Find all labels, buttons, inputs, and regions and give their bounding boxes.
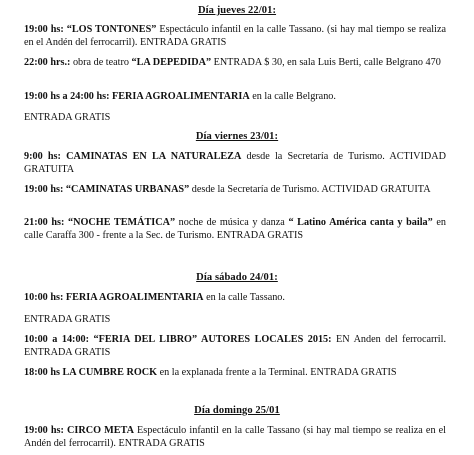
- event-time: 19:00 hs:: [24, 184, 64, 195]
- event-time: 19:00 hs:: [24, 425, 64, 436]
- event-time: 19:00 hs:: [24, 24, 64, 35]
- event-description: en la calle Belgrano.: [249, 91, 336, 102]
- event-entry: [24, 23, 446, 49]
- event-entry: [24, 291, 446, 304]
- event-entry: [24, 183, 446, 196]
- event-description-2: en calle Caraffa 300 - frente a la Sec. de Turismo. ENTRADA GRATIS: [24, 217, 446, 241]
- event-title: “NOCHE TEMÁTICA”: [64, 217, 176, 228]
- event-title: CAMINATAS EN LA NATURALEZA: [60, 151, 242, 162]
- event-title: “LOS TONTONES”: [66, 24, 157, 35]
- event-title: CIRCO META: [63, 425, 134, 436]
- day-header-jueves: Día jueves 22/01:: [197, 5, 277, 16]
- event-time: 10:00 hs:: [24, 292, 64, 303]
- event-entry: [24, 424, 446, 450]
- event-title: “CAMINATAS URBANAS”: [63, 184, 190, 195]
- event-description: desde la Secretaría de Turismo. ACTIVIDAD GRATUITA: [24, 151, 446, 175]
- event-time: 19:00 hs a 24:00 hs:: [24, 91, 110, 102]
- event-time: 10:00 a 14:00:: [24, 334, 90, 345]
- event-time: 21:00 hs:: [24, 217, 65, 228]
- event-note: ENTRADA GRATIS: [24, 112, 111, 123]
- event-time: 22:00 hrs.:: [24, 57, 71, 68]
- event-entry: [24, 333, 446, 359]
- day-header-viernes: Día viernes 23/01:: [195, 131, 279, 142]
- event-title: FERIA AGROALIMENTARIA: [63, 292, 204, 303]
- event-title: FERIA AGROALIMENTARIA: [109, 91, 250, 102]
- event-description: ENTRADA $ 30, en sala Luis Berti, calle Belgrano 470: [213, 57, 441, 68]
- event-title: “FERIA DEL LIBRO” AUTORES LOCALES 2015:: [89, 334, 332, 345]
- event-description: EN Anden del ferrocarril. ENTRADA GRATIS: [24, 334, 446, 358]
- event-description: en la calle Tassano.: [203, 292, 285, 303]
- event-description: Espectáculo infantil en la calle Tassano (si hay mal tiempo se realiza en el Andén del ferrocarril). ENTRADA GRATIS: [24, 425, 447, 449]
- event-subtitle: “ Latino América canta y baila”: [288, 217, 433, 228]
- day-header-domingo: Día domingo 25/01: [194, 405, 280, 416]
- event-prefix: obra de teatro: [70, 57, 132, 68]
- event-description: en la explanada frente a la Terminal. ENTRADA GRATIS: [157, 367, 397, 378]
- event-entry: [24, 56, 446, 69]
- event-entry: [24, 90, 446, 103]
- event-description: desde la Secretaría de Turismo. ACTIVIDAD GRATUITA: [189, 184, 431, 195]
- event-title: “LA DEPEDIDA”: [131, 57, 212, 68]
- event-entry: [24, 216, 446, 242]
- event-description: noche de música y danza: [175, 217, 289, 228]
- event-description: Espectáculo infantil en la calle Tassano. (si hay mal tiempo se realiza en el Andén del ferrocarril). ENTRADA GRATIS: [24, 24, 447, 48]
- day-header-sabado: Día sábado 24/01:: [196, 272, 278, 283]
- event-time: 18:00 hs: [24, 367, 60, 378]
- event-entry: [24, 150, 446, 176]
- event-entry: [24, 366, 446, 379]
- event-time: 9:00 hs:: [24, 151, 61, 162]
- event-title: LA CUMBRE ROCK: [59, 367, 158, 378]
- event-note: ENTRADA GRATIS: [24, 314, 111, 325]
